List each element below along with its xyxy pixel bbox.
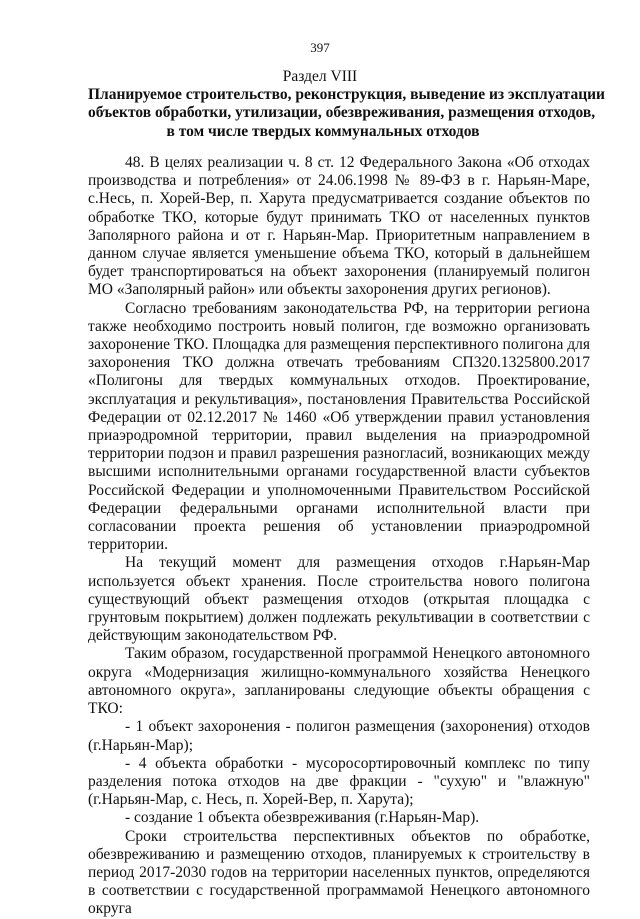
paragraph-legislation: Согласно требованиям законодательства РФ, на территории региона также необходимо построить новый полигон, где возможно организовать захоронение ТКО. Площадка для размещения перспективного полигона для захоронения ТКО должна отвечать требованиям СП320.1325800.2017 «Полигоны для твердых коммунальных отходов. Проектирование, эксплуатация и рекультивация», постановления Правительства Российской Федерации от 02.12.2017 № 1460 «Об утверждении правил установления приаэродромной территории, правил выделения на приаэродромной территории подзон и правил разрешения разногласий, возникающих между высшими исполнительными органами государственной власти субъектов Российской Федерации и уполномоченными Правительством Российской Федерации федеральными органами исполнительной власти при согласовании проекта решения об установлении приаэродромной территории.	[88, 299, 590, 554]
list-item: - 4 объекта обработки - мусоросортировочный комплекс по типу разделения потока отходов на две фракции - "сухую" и "влажную" (г.Нарьян-Мар, с. Несь, п. Хорей-Вер, п. Харута);	[88, 754, 590, 809]
list-item: - 1 объект захоронения - полигон размещения (захоронения) отходов (г.Нарьян-Мар);	[88, 718, 590, 754]
section-title	[88, 86, 605, 141]
section-label: Раздел VIII	[282, 68, 358, 85]
paragraph-current-state: На текущий момент для размещения отходов г.Нарьян-Мар используется объект хранения. После строительства нового полигона существующий объект размещения отходов (открытая площадка с грунтовым покрытием) должен подлежать рекультивации в соответствии с действующим законодательством РФ.	[88, 554, 590, 645]
section-title-line: объектов обработки, утилизации, обезвреживания, размещения отходов,	[88, 104, 596, 122]
document-body	[88, 154, 590, 919]
paragraph-item-48: 48. В целях реализации ч. 8 ст. 12 Федерального Закона «Об отходах производства и потребления» от 24.06.1998 № 89-ФЗ в г. Нарьян-Маре, с.Несь, п. Хорей-Вер, п. Харута предусматривается создание объектов по обработке ТКО, которые будут принимать ТКО от населенных пунктов Заполярного района и от г. Нарьян-Мар. Приоритетным направлением в данном случае является уменьшение объема ТКО, который в дальнейшем будет транспортироваться на объект захоронения (планируемый полигон МО «Заполярный район» или объекты захоронения других регионов).	[88, 154, 590, 299]
list-item: - создание 1 объекта обезвреживания (г.Нарьян-Мар).	[125, 809, 480, 827]
page-number: 397	[310, 40, 330, 55]
paragraph-program: Таким образом, государственной программой Ненецкого автономного округа «Модернизация жилищно-коммунального хозяйства Ненецкого автономного округа», запланированы следующие объекты обращения с ТКО:	[88, 645, 590, 718]
section-title-line: в том числе твердых коммунальных отходов	[166, 122, 480, 140]
paragraph-deadlines: Сроки строительства перспективных объектов по обработке, обезвреживанию и размещению отходов, планируемых к строительству в период 2017-2030 годов на территории населенных пунктов, определяются в соответствии с государственной программамой Ненецкого автономного округа	[88, 827, 590, 918]
section-title-line: Планируемое строительство, реконструкция, выведение из эксплуатации	[88, 86, 605, 103]
